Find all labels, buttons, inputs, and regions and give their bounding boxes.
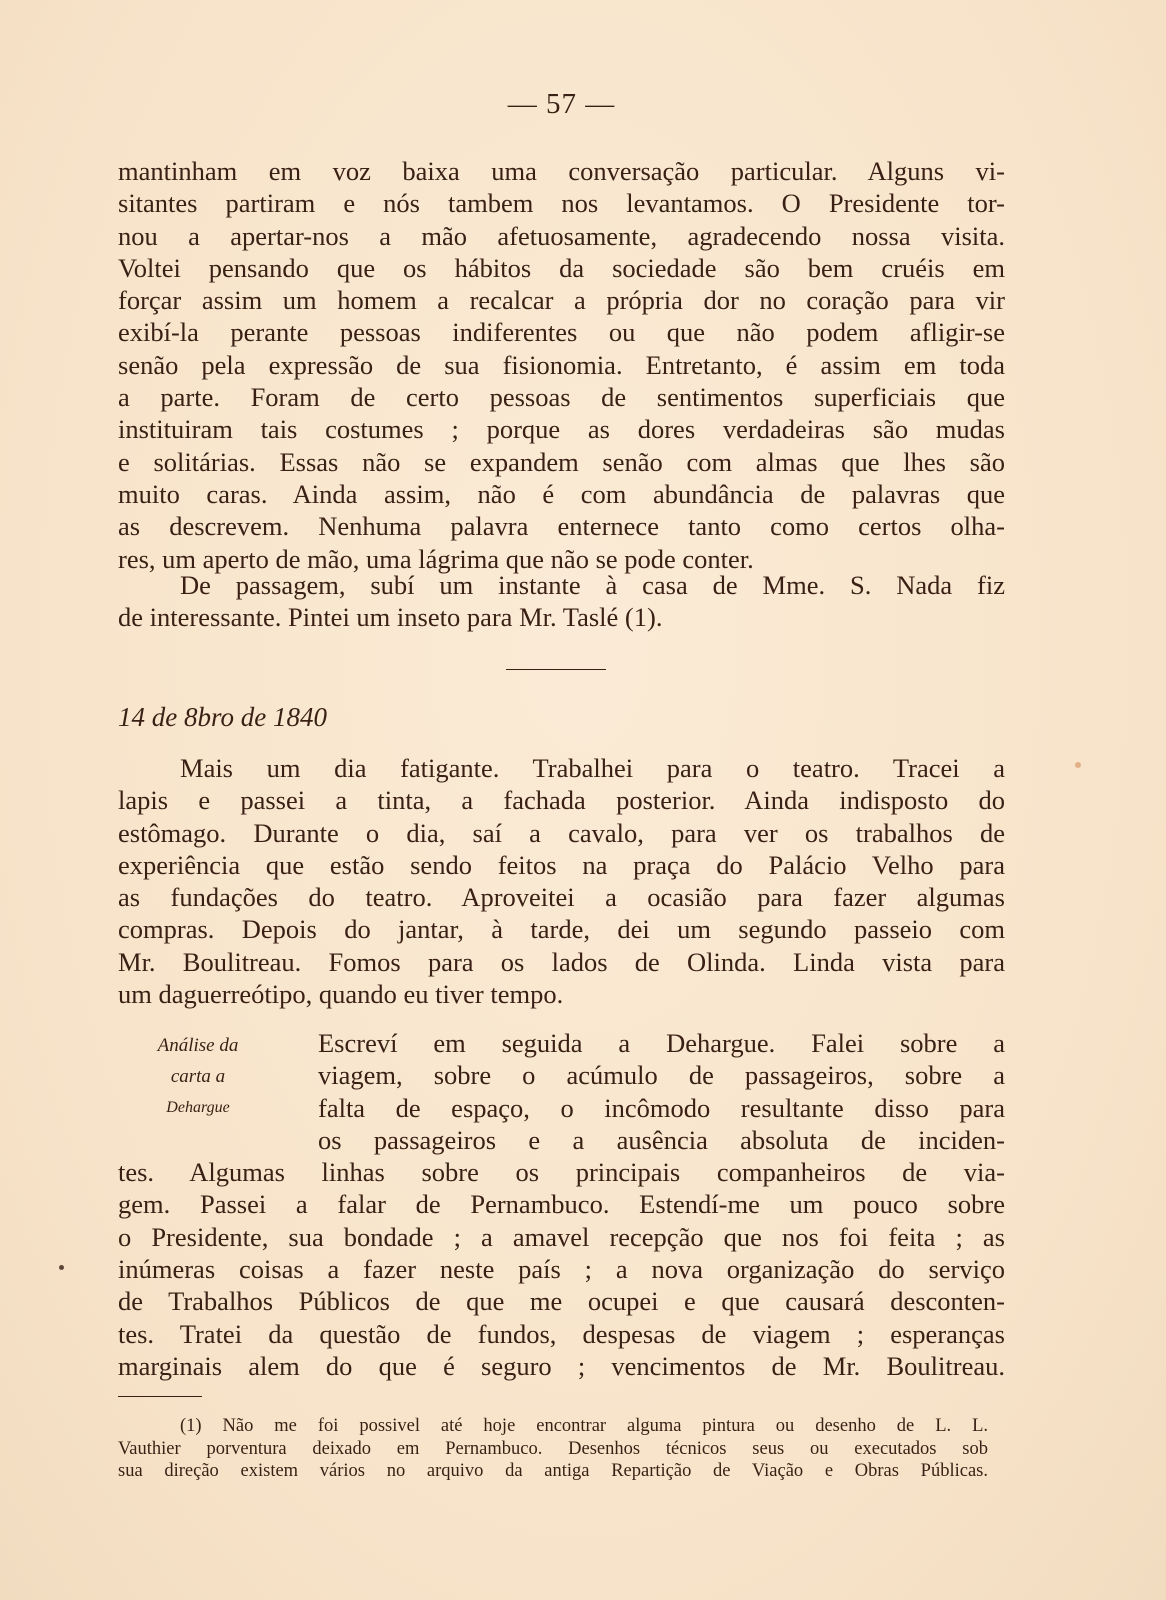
paragraph (118, 752, 1005, 1010)
text-line: senão pela expressão de sua fisionomia. Entretanto, é assim em toda (118, 349, 1005, 380)
date-heading: 14 de 8bro de 1840 (118, 702, 327, 732)
text-line: Voltei pensando que os hábitos da sociedade são bem cruéis em (118, 252, 1005, 283)
text-line: estômago. Durante o dia, saí a cavalo, para ver os trabalhos de (118, 817, 1005, 848)
text-line: compras. Depois do jantar, à tarde, dei um segundo passeio com (118, 914, 1005, 945)
text-line: de Trabalhos Públicos de que me ocupei e que causará desconten- (118, 1286, 1005, 1317)
footnote (118, 1415, 988, 1483)
text-line: res, um aperto de mão, uma lágrima que não se pode conter. (118, 543, 754, 574)
footnote-line: sua direção existem vários no arquivo da antiga Repartição de Viação e Obras Públicas. (118, 1461, 988, 1481)
text-line: um daguerreótipo, quando eu tiver tempo. (118, 979, 564, 1010)
text-line: tes. Tratei da questão de fundos, despesas de viagem ; esperanças (118, 1318, 1005, 1349)
paper-speck (59, 1265, 64, 1270)
text-line: falta de espaço, o incômodo resultante disso para (318, 1092, 1005, 1123)
text-line: viagem, sobre o acúmulo de passageiros, sobre a (318, 1060, 1005, 1091)
section-separator (506, 669, 606, 670)
margin-note-line: Análise da (157, 1035, 239, 1056)
text-line: e solitárias. Essas não se expandem senão com almas que lhes são (118, 446, 1005, 477)
text-line: Mais um dia fatigante. Trabalhei para o teatro. Tracei a (180, 753, 1005, 783)
paragraph (118, 1027, 1005, 1382)
text-line: Mr. Boulitreau. Fomos para os lados de Olinda. Linda vista para (118, 946, 1005, 977)
text-line: de interessante. Pintei um inseto para Mr. Taslé (1). (118, 602, 663, 633)
paragraph-continuation (118, 155, 1005, 575)
text-line: a parte. Foram de certo pessoas de sentimentos superficiais que (118, 382, 1005, 413)
text-line: sitantes partiram e nós tambem nos levantamos. O Presidente tor- (118, 188, 1005, 219)
text-line: as fundações do teatro. Aproveitei a ocasião para fazer algumas (118, 882, 1005, 913)
text-line: gem. Passei a falar de Pernambuco. Estendí-me um pouco sobre (118, 1189, 1005, 1220)
text-line: De passagem, subí um instante à casa de Mme. S. Nada fiz (180, 570, 1005, 600)
text-line: os passageiros e a ausência absoluta de inciden- (318, 1124, 1005, 1155)
text-line: Escreví em seguida a Dehargue. Falei sobre a (318, 1028, 1005, 1058)
text-line: inúmeras coisas a fazer neste país ; a nova organização do serviço (118, 1254, 1005, 1285)
text-line: experiência que estão sendo feitos na praça do Palácio Velho para (118, 849, 1005, 880)
paper-speck (1075, 762, 1081, 768)
page-number: — 57 — (507, 88, 616, 120)
paragraph (118, 569, 1005, 634)
text-line: instituiram tais costumes ; porque as dores verdadeiras são mudas (118, 414, 1005, 445)
footnote-line: Vauthier porventura deixado em Pernambuco. Desenhos técnicos seus ou executados sob (118, 1438, 988, 1459)
text-line: tes. Algumas linhas sobre os principais companheiros de via- (118, 1157, 1005, 1188)
text-line: exibí-la perante pessoas indiferentes ou que não podem afligir-se (118, 317, 1005, 348)
margin-note-line: carta a (170, 1066, 226, 1087)
text-line: forçar assim um homem a recalcar a própria dor no coração para vir (118, 285, 1005, 316)
text-line: as descrevem. Nenhuma palavra enternece tanto como certos olha- (118, 511, 1005, 542)
footnote-line: (1) Não me foi possivel até hoje encontrar alguma pintura ou desenho de L. L. (180, 1416, 988, 1436)
text-line: marginais alem do que é seguro ; vencimentos de Mr. Boulitreau. (118, 1350, 1005, 1381)
text-line: nou a apertar-nos a mão afetuosamente, agradecendo nossa visita. (118, 220, 1005, 251)
text-line: mantinham em voz baixa uma conversação particular. Alguns vi- (118, 156, 1005, 186)
text-line: o Presidente, sua bondade ; a amavel recepção que nos foi feita ; as (118, 1221, 1005, 1252)
margin-note-line: Dehargue (166, 1099, 230, 1116)
text-line: lapis e passei a tinta, a fachada posterior. Ainda indisposto do (118, 785, 1005, 816)
footnote-rule (118, 1396, 202, 1397)
text-line: muito caras. Ainda assim, não é com abundância de palavras que (118, 478, 1005, 509)
